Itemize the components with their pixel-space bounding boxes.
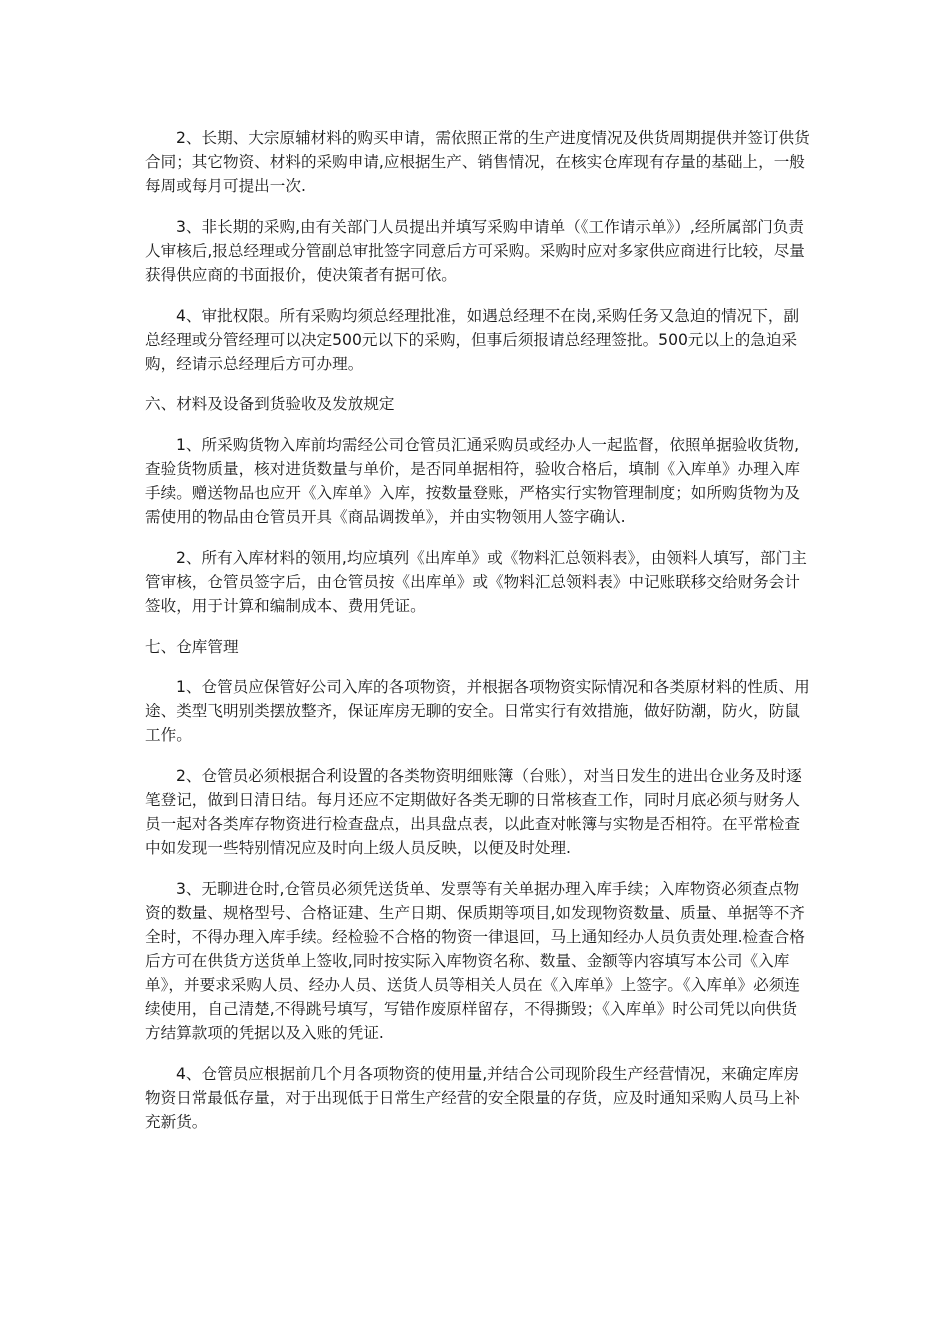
para-approval-authority: 4、审批权限。所有采购均须总经理批准，如遇总经理不在岗,采购任务又急迫的情况下，副总经理或分管经理可以决定500元以下的采购，但事后须报请总经理签批。500元以上的急迫采购，经请示总经理后方可办理。	[145, 306, 800, 373]
para-warehouse-min-stock: 4、仓管员应根据前几个月各项物资的使用量,并结合公司现阶段生产经营情况，来确定库房物资日常最低存量，对于出现低于日常生产经营的安全限量的存货，应及时通知采购人员马上补充新货。	[145, 1065, 800, 1132]
para-acceptance-outbound: 2、所有入库材料的领用,均应填列《出库单》或《物料汇总领料表》，由领料人填写，部门主管审核，仓管员签字后，由仓管员按《出库单》或《物料汇总领料表》中记账联移交给财务会计签收，用于计算和编制成本、费用凭证。	[145, 548, 807, 615]
section-heading-warehouse: 七、仓库管理	[145, 637, 239, 656]
para-purchase-non-long-term: 3、非长期的采购,由有关部门人员提出并填写采购申请单（《工作请示单》）,经所属部门负责人审核后,报总经理或分管副总审批签字同意后方可采购。采购时应对多家供应商进行比较，尽量获得供应商的书面报价，使决策者有据可依。	[145, 217, 805, 284]
para-acceptance-inbound: 1、所采购货物入库前均需经公司仓管员汇通采购员或经办人一起监督，依照单据验收货物,查验货物质量，核对进货数量与单价，是否同单据相符，验收合格后，填制《入库单》办理入库手续。赠送物品也应开《入库单》入库，按数量登账，严格实行实物管理制度；如所购货物为及需使用的物品由仓管员开具《商品调拨单》，并由实物领用人签字确认.	[145, 435, 800, 527]
para-warehouse-ledger: 2、仓管员必须根据合利设置的各类物资明细账簿（台账），对当日发生的进出仓业务及时逐笔登记，做到日清日结。每月还应不定期做好各类无聊的日常核查工作，同时月底必须与财务人员一起对各类库存物资进行检查盘点，出具盘点表，以此查对帐簿与实物是否相符。在平常检查中如发现一些特别情况应及时向上级人员反映，以便及时处理.	[145, 766, 802, 858]
para-warehouse-storage: 1、仓管员应保管好公司入库的各项物资，并根据各项物资实际情况和各类原材料的性质、用途、类型飞明别类摆放整齐，保证库房无聊的安全。日常实行有效措施，做好防潮，防火，防鼠工作。	[145, 678, 810, 745]
section-heading-acceptance: 六、材料及设备到货验收及发放规定	[145, 395, 395, 414]
para-warehouse-inbound-procedure: 3、无聊进仓时,仓管员必须凭送货单、发票等有关单据办理入库手续；入库物资必须查点物资的数量、规格型号、合格证建、生产日期、保质期等项目,如发现物资数量、质量、单据等不齐全时，不得办理入库手续。经检验不合格的物资一律退回，马上通知经办人员负责处理.检查合格后方可在供货方送货单上签收,同时按实际入库物资名称、数量、金额等内容填写本公司《入库单》，并要求采购人员、经办人员、送货人员等相关人员在《入库单》上签字。《入库单》必须连续使用，自己清楚,不得跳号填写，写错作废原样留存，不得撕毁；《入库单》时公司凭以向供货方结算款项的凭据以及入账的凭证.	[145, 879, 805, 1043]
document-page	[145, 126, 811, 1151]
para-purchase-long-term: 2、长期、大宗原辅材料的购买申请，需依照正常的生产进度情况及供货周期提供并签订供货合同；其它物资、材料的采购申请,应根据生产、销售情况，在核实仓库现有存量的基础上，一般每周或每月可提出一次.	[145, 129, 810, 196]
